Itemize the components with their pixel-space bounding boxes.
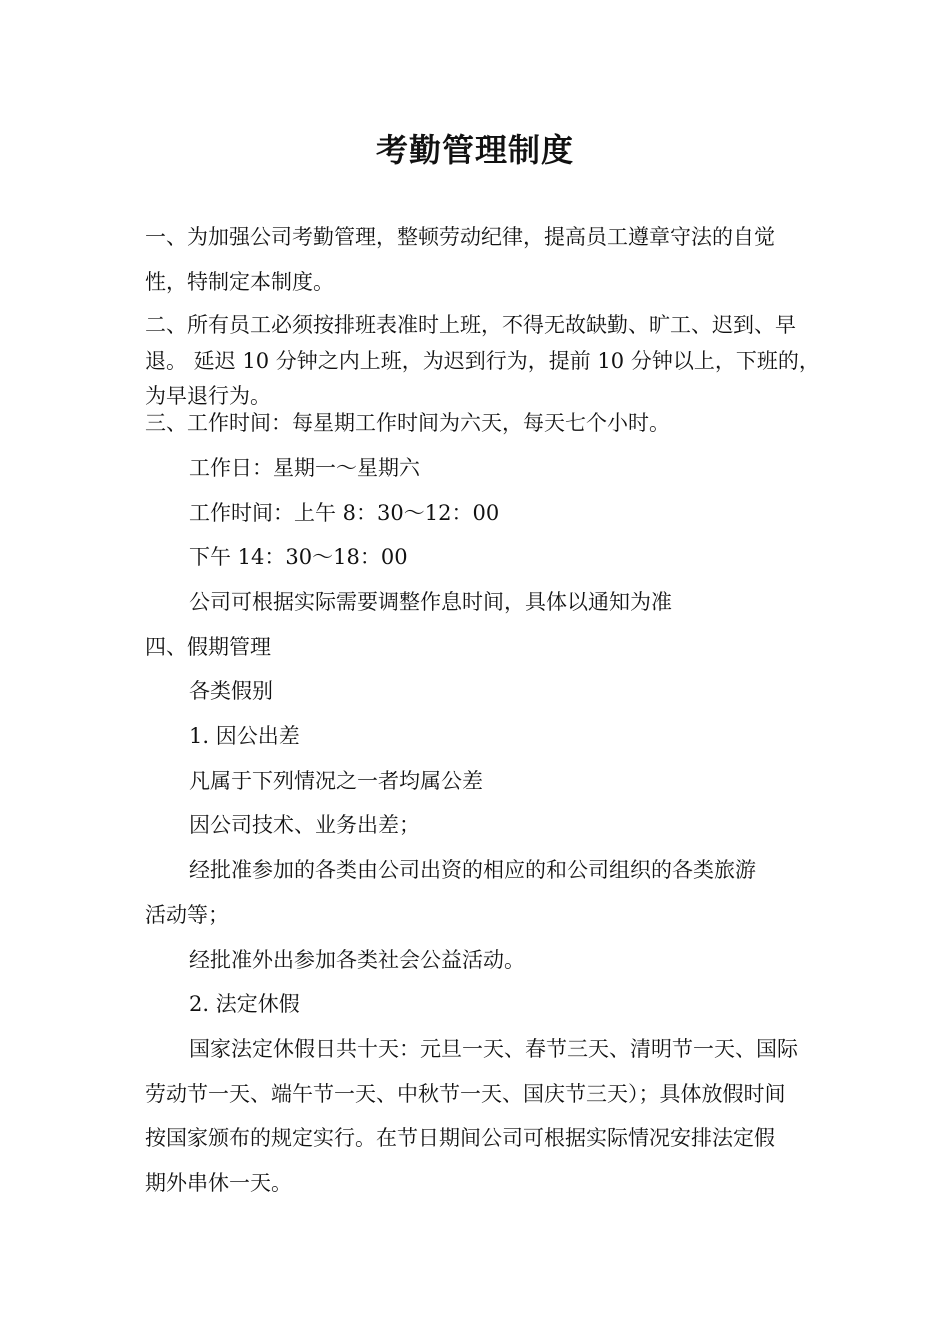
paragraph-line: 经批准参加的各类由公司出资的相应的和公司组织的各类旅游	[189, 858, 756, 882]
paragraph-line: 经批准外出参加各类社会公益活动。	[189, 948, 525, 972]
paragraph-line: 因公司技术、业务出差；	[189, 813, 420, 837]
paragraph-line: 公司可根据实际需要调整作息时间，具体以通知为准	[189, 590, 672, 614]
paragraph-line: 活动等；	[145, 903, 229, 927]
paragraph-line: 退。 延迟 10 分钟之内上班，为迟到行为，提前 10 分钟以上，下班的，	[145, 349, 820, 373]
paragraph-line: 一、为加强公司考勤管理，整顿劳动纪律，提高员工遵章守法的自觉	[145, 225, 775, 249]
paragraph-line: 性，特制定本制度。	[145, 270, 334, 294]
paragraph-line: 下午 14：30～18：00	[189, 545, 408, 569]
document-title: 考勤管理制度	[375, 131, 574, 169]
paragraph-line: 各类假别	[189, 679, 273, 703]
paragraph-line: 期外串休一天。	[145, 1171, 292, 1195]
paragraph-line: 劳动节一天、端午节一天、中秋节一天、国庆节三天）；具体放假时间	[145, 1082, 786, 1106]
paragraph-line: 凡属于下列情况之一者均属公差	[189, 769, 483, 793]
paragraph-line: 按国家颁布的规定实行。在节日期间公司可根据实际情况安排法定假	[145, 1126, 775, 1150]
paragraph-line: 2. 法定休假	[189, 992, 300, 1016]
paragraph-line: 四、假期管理	[145, 635, 271, 659]
paragraph-line: 为早退行为。	[145, 384, 271, 408]
paragraph-line: 工作时间：上午 8：30～12：00	[189, 501, 500, 525]
paragraph-line: 工作日：星期一～星期六	[189, 456, 420, 480]
paragraph-line: 1. 因公出差	[189, 724, 300, 748]
paragraph-line: 二、所有员工必须按排班表准时上班，不得无故缺勤、旷工、迟到、早	[145, 313, 796, 337]
paragraph-line: 国家法定休假日共十天：元旦一天、春节三天、清明节一天、国际	[189, 1037, 798, 1061]
paragraph-line: 三、工作时间：每星期工作时间为六天，每天七个小时。	[145, 411, 670, 435]
